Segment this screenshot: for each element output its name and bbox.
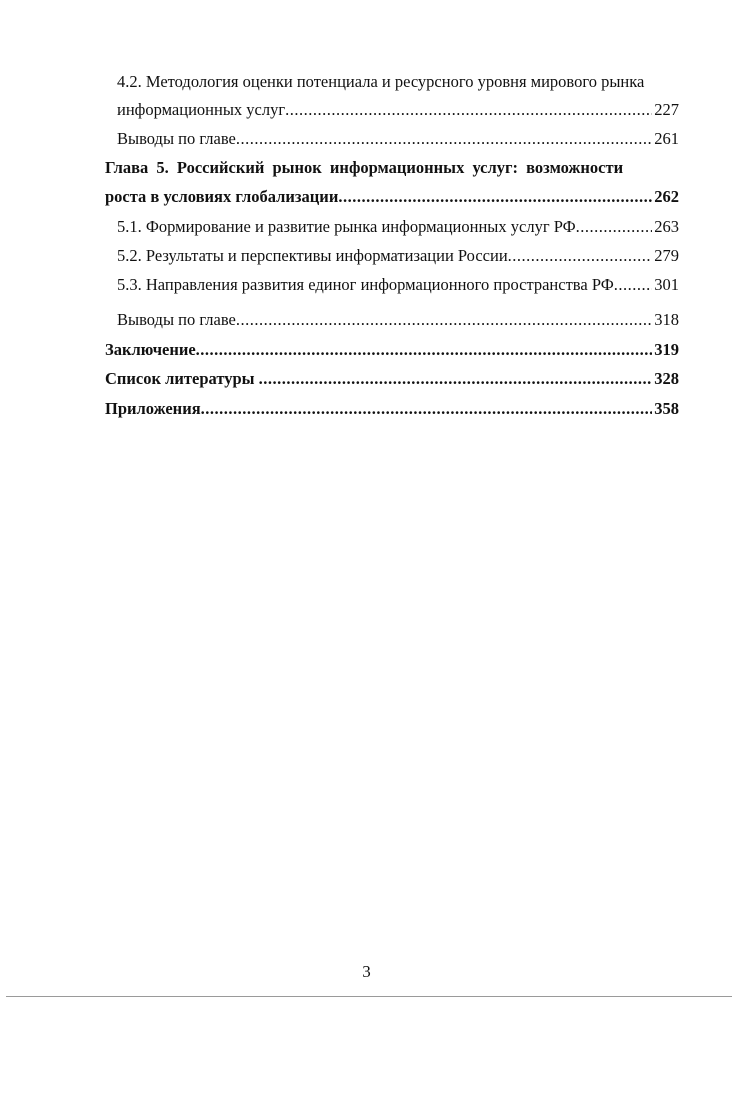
toc-entry-conclusions-ch5	[117, 309, 679, 331]
toc-page-number: 263	[654, 217, 679, 236]
dot-leader	[338, 186, 652, 208]
toc-entry-text: Список литературы	[105, 369, 259, 388]
toc-page-number: 301	[654, 275, 679, 294]
toc-page-number: 227	[654, 100, 679, 119]
toc-entry-text: 5.1. Формирование и развитие рынка информационных услуг РФ	[117, 217, 576, 236]
toc-entry-text: Заключение	[105, 340, 196, 359]
toc-references	[105, 368, 679, 390]
toc-page-number: 358	[654, 399, 679, 418]
toc-entry-text: Выводы по главе	[117, 129, 236, 148]
toc-entry-5-3	[117, 274, 679, 296]
toc-entry-5-2	[117, 245, 679, 267]
dot-leader	[201, 398, 653, 420]
toc-page-number: 318	[654, 310, 679, 329]
toc-page-number: 262	[654, 187, 679, 206]
toc-page-number: 328	[654, 369, 679, 388]
toc-appendices	[105, 398, 679, 420]
toc-entry-text: 4.2. Методология оценки потенциала и ресурсного уровня мирового рынка	[117, 72, 645, 91]
dot-leader	[285, 99, 652, 121]
page-number: 3	[362, 962, 371, 981]
scan-edge-line	[6, 996, 732, 997]
dot-leader	[508, 245, 653, 267]
toc-entry-text: информационных услуг	[117, 100, 286, 119]
toc-entry-text: Выводы по главе	[117, 310, 236, 329]
toc-chapter-5	[105, 186, 679, 208]
dot-leader	[236, 128, 652, 150]
toc-entry-text: Приложения	[105, 399, 201, 418]
toc-entry-text: 5.2. Результаты и перспективы информатизации России	[117, 246, 508, 265]
toc-entry-5-1	[117, 216, 679, 238]
toc-page-number: 261	[654, 129, 679, 148]
dot-leader	[236, 309, 652, 331]
dot-leader	[196, 339, 653, 361]
toc-conclusion	[105, 339, 679, 361]
toc-chapter-5-line1	[105, 157, 679, 179]
toc-entry-text: роста в условиях глобализации	[105, 187, 339, 206]
dot-leader	[614, 274, 653, 296]
toc-entry-4-2	[117, 99, 679, 121]
dot-leader	[259, 368, 653, 390]
toc-entry-text: Глава 5. Российский рынок информационных услуг: возможности	[105, 158, 624, 177]
toc-entry-4-2-line1	[117, 71, 644, 93]
toc-page-number: 279	[654, 246, 679, 265]
toc-entry-conclusions-ch4	[117, 128, 679, 150]
toc-page-number: 319	[654, 340, 679, 359]
dot-leader	[576, 216, 653, 238]
toc-entry-text: 5.3. Направления развития единог информационного пространства РФ	[117, 275, 614, 294]
